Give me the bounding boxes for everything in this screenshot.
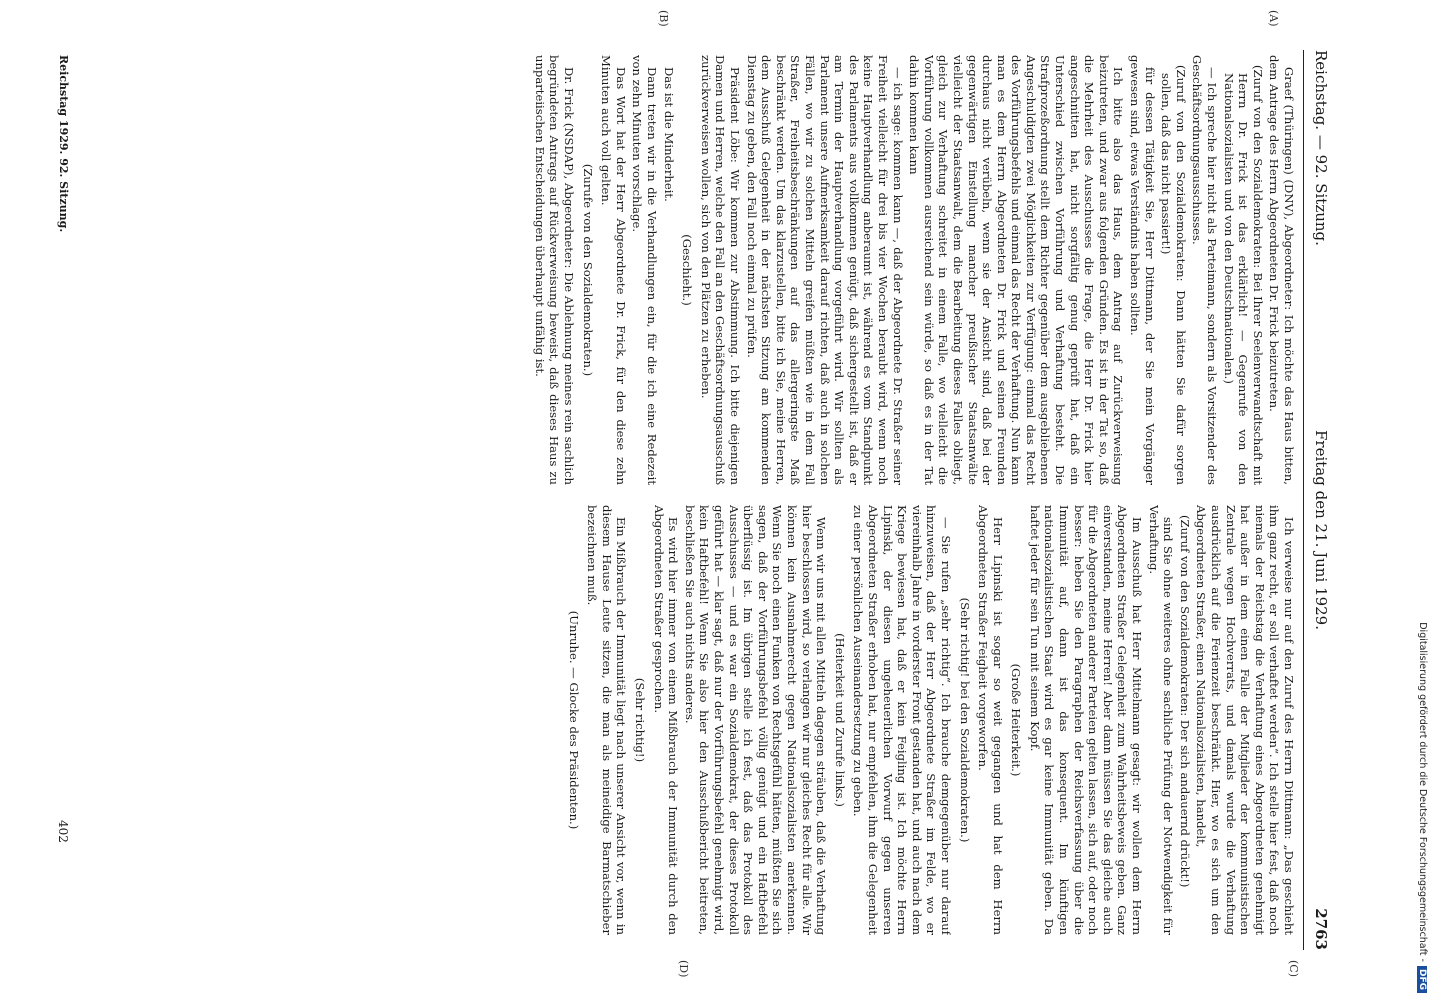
sheet-code: 402 (56, 820, 70, 843)
credit-text: Digitalisierung gefördert durch die Deutsche Forschungsgemeinschaft - (1417, 622, 1428, 962)
right-column (76, 505, 1296, 935)
paragraph: — ich sage: kommen kann —, daß der Abgeordnete Dr. Straßer seiner Freiheit vielleicht für drei bis vier Wochen beraubt wird, wenn noch keine Hauptverhandlung anberaumt ist, während es vom Standpunkt des Parlaments aus vollkommen genügt, daß sichergestellt ist, daß er am Termin der Hauptverhandlung vorgeführt wird. Wir sollten als Parlament unsere Aufmerksamkeit darauf richten, daß auch in solchen Fällen, wo wir zu solchen Mitteln greifen müßten wie in dem Fall Straßer, Freiheitsbeschränkungen auf das allergeringste Maß beschränkt werden. Um das klarzustellen, bitte ich Sie, meine Herren, dem Ausschuß Gelegenheit in der nächsten Sitzung am kommenden Dienstag zu geben, den Fall noch einmal zu prüfen. (744, 55, 905, 485)
paragraph: Im Ausschuß hat Herr Mittelmann gesagt: wir wollen dem Herrn Abgeordneten Straßer Gelegenheit zum Wahrheitsbeweis geben. Ganz einverstanden, meine Herren! Aber dann müssen Sie das gleiche auch für die Abgeordneten anderer Parteien gelten lassen, sich auf, oder noch besser: heben Sie den Paragraphen der Reichsverfassung über die Immunität auf, dann ist das konsequent. Im künftigen nationalsozialistischen Staat wird es gar keine Immunität geben. Da haftet jeder für sein Tun mit seinem Kopf. (1027, 505, 1145, 935)
paragraph: Ein Mißbrauch der Immunität liegt nach unserer Ansicht vor, wenn in diesem Hause Leute sitzen, die man als meineidige Barmatschieber bezeichnen muß. (585, 505, 629, 935)
paragraph: Dr. Frick (NSDAP), Abgeordneter: Die Ablehnung meines rein sachlich begründeten Antrags auf Rückverweisung beweist, daß dieses Haus zu unparteiischen Entscheidungen überhaupt unfähig ist. (532, 55, 577, 485)
interjection: (Große Heiterkeit.) (1009, 663, 1024, 777)
margin-marker-c: (C) (1287, 960, 1300, 977)
paragraph: Das ist die Minderheit. (661, 67, 676, 202)
paragraph: sind Sie ohne weiteres ohne sachliche Prüfung der Notwendigkeit für Verhaftung. (1146, 505, 1176, 935)
header-date: Freitag den 21. Juni 1929. (1312, 430, 1330, 630)
margin-marker-b: (B) (657, 10, 670, 27)
interjection: (Sehr richtig! bei den Sozialdemokraten.) (957, 597, 972, 843)
interjection: (Zuruf von den Sozialdemokraten: Dann hätten Sie dafür sorgen sollen, daß das nicht passiert!) (1159, 65, 1188, 485)
interjection: (Zuruf von den Sozialdemokraten: Bei Ihrer Seelenverwandtschaft mit Herrn Dr. Frick ist das erklärlich! — Gegenrufe von den Nationalsozialisten und von den Deutschnationalen.) (1221, 65, 1265, 485)
interjection: (Unruhe. — Glocke des Präsidenten.) (566, 610, 581, 830)
paragraph: — Sie rufen „sehr richtig“. Ich brauche demgegenüber nur darauf hinzuweisen, daß der Herr Abgeordnete Straßer im Felde, wo er viereinhalb Jahre in vorderster Front gestanden hat, und auch nach dem Kriege bewiesen hat, daß er kein Feigling ist. Ich möchte Herrn Lipinski, der diesen ungeheuerlichen Vorwurf gegen unseren Abgeordneten Straßer erhoben hat, nur empfehlen, ihm die Gelegenheit zu einer persönlichen Auseinandersetzung zu geben. (851, 505, 953, 935)
rotated-page (40, 0, 1370, 1000)
paragraph: Das Wort hat der Herr Abgeordnete Dr. Frick, für den diese zehn Minuten auch voll gelten. (599, 55, 628, 485)
interjection: (Sehr richtig!) (633, 677, 648, 763)
interjection: (Zurufe von den Sozialdemokraten.) (580, 163, 595, 377)
paragraph: Ich verweise nur auf den Zuruf des Herrn Dittmann: „Das geschieht ihm ganz recht, er soll verhaftet werden“. Ich stelle hier fest, daß noch niemals der Reichstag die Verhaftung eines Abgeordneten genehmigt hat außer in dem einen Falle der Mitglieder der kommunistischen Zentrale wegen Hochverrats, und damals wurde die Verhaftung ausdrücklich auf die Ferienzeit beschränkt. Hier, wo es sich um den Abgeordneten Straßer, einen Nationalsozialisten, handelt, (1194, 505, 1296, 935)
paragraph: Präsident Löbe: Wir kommen zur Abstimmung. Ich bitte diejenigen Damen und Herren, welche den Fall an den Geschäftsordnungsausschuß zurückverweisen wollen, sich von den Plätzen zu erheben. (698, 55, 743, 485)
paragraph: für dessen Tätigkeit Sie, Herr Dittmann, der Sie mein Vorgänger gewesen sind, etwas Verständnis haben sollten. (1128, 55, 1157, 485)
paragraph: Wenn wir uns mit allen Mitteln dagegen sträuben, daß die Verhaftung hier beschlossen wird, so verlangen wir nur gleiches Recht für alle. Wir können kein Ausnahmerecht gegen Nationalsozialisten anerkennen. Wenn Sie noch einen Funken von Rechtsgefühl hätten, müßten Sie sich sagen, daß der Vorführungsbefehl völlig genügt und ein Haftbefehl überflüssig ist. Im übrigen stelle ich fest, daß das Protokoll des Ausschusses — und es war ein Sozialdemokrat, der dieses Protokoll geführt hat — klar sagt, daß nur der Vorführungsbefehl genehmigt wird, kein Haftbefehl! Wenn Sie also hier den Ausschußbericht beitreten, beschließen Sie auch nichts anderes. (682, 505, 829, 935)
page-header (1303, 50, 1330, 950)
margin-marker-d: (D) (677, 960, 690, 978)
interjection: (Zuruf von den Sozialdemokraten: Der sich andauernd drückt!) (1177, 515, 1192, 888)
margin-marker-a: (A) (1267, 10, 1280, 27)
page-number: 2763 (1312, 908, 1330, 950)
paragraph: Dann treten wir in die Verhandlungen ein, für die ich eine Redezeit von zehn Minuten vorschlage. (630, 55, 660, 485)
paragraph: Graef (Thüringen) (DNV), Abgeordneter: Ich möchte das Haus bitten, dem Antrage des Herrn Abgeordneten Dr. Frick beizutreten. (1267, 55, 1296, 485)
paragraph: — Ich spreche hier nicht als Parteimann, sondern als Vorsitzender des Geschäftsordnungsausschusses. (1190, 55, 1220, 485)
paragraph: Herr Lipinski ist sogar so weit gegangen und hat dem Herrn Abgeordneten Straßer Feigheit vorgeworfen. (976, 505, 1005, 935)
interjection: (Heiterkeit und Zurufe links.) (832, 633, 847, 807)
header-left: Reichstag. — 92. Sitzung. (1312, 50, 1330, 246)
paragraph: Es wird hier immer von einem Mißbrauch der Immunität durch den Abgeordneten Straßer gesprochen. (651, 505, 681, 935)
page-footer: Reichstag 1929. 92. Sitzung. (57, 55, 70, 233)
digitization-credit (1408, 8, 1428, 993)
dfg-logo: DFG (1417, 966, 1427, 993)
interjection: (Geschieht.) (680, 234, 695, 306)
left-column (76, 55, 1296, 485)
paragraph: Ich bitte also das Haus, dem Antrag auf Zurückverweisung beizutreten, und zwar aus folgenden Gründen. Es ist in der Tat so, daß die Mehrheit des Ausschusses die Frage, die Herr Dr. Frick hier angeschnitten hat, nicht sorgfältig genug geprüft hat, daß ein Unterschied zwischen Vorführung und Verhaftung besteht. Die Strafprozeßordnung stellt dem Richter gegenüber dem ausgebliebenen Angeschuldigten zwei Möglichkeiten zur Verfügung: einmal das Recht des Vorführungsbefehls und einmal das Recht der Verhaftung. Nun kann man es dem Herrn Abgeordneten Dr. Frick und seinen Freunden durchaus nicht verübeln, wenn sie der Ansicht sind, daß bei der gegenwärtigen Einstellung mancher preußischer Staatsanwälte vielleicht der Staatsanwalt, dem die Bearbeitung dieses Falles obliegt, gleich zur Verhaftung schreitet in einem Falle, wo vielleicht die Vorführung vollkommen ausreichend sein würde, so daß es in der Tat dahin kommen kann (907, 55, 1126, 485)
